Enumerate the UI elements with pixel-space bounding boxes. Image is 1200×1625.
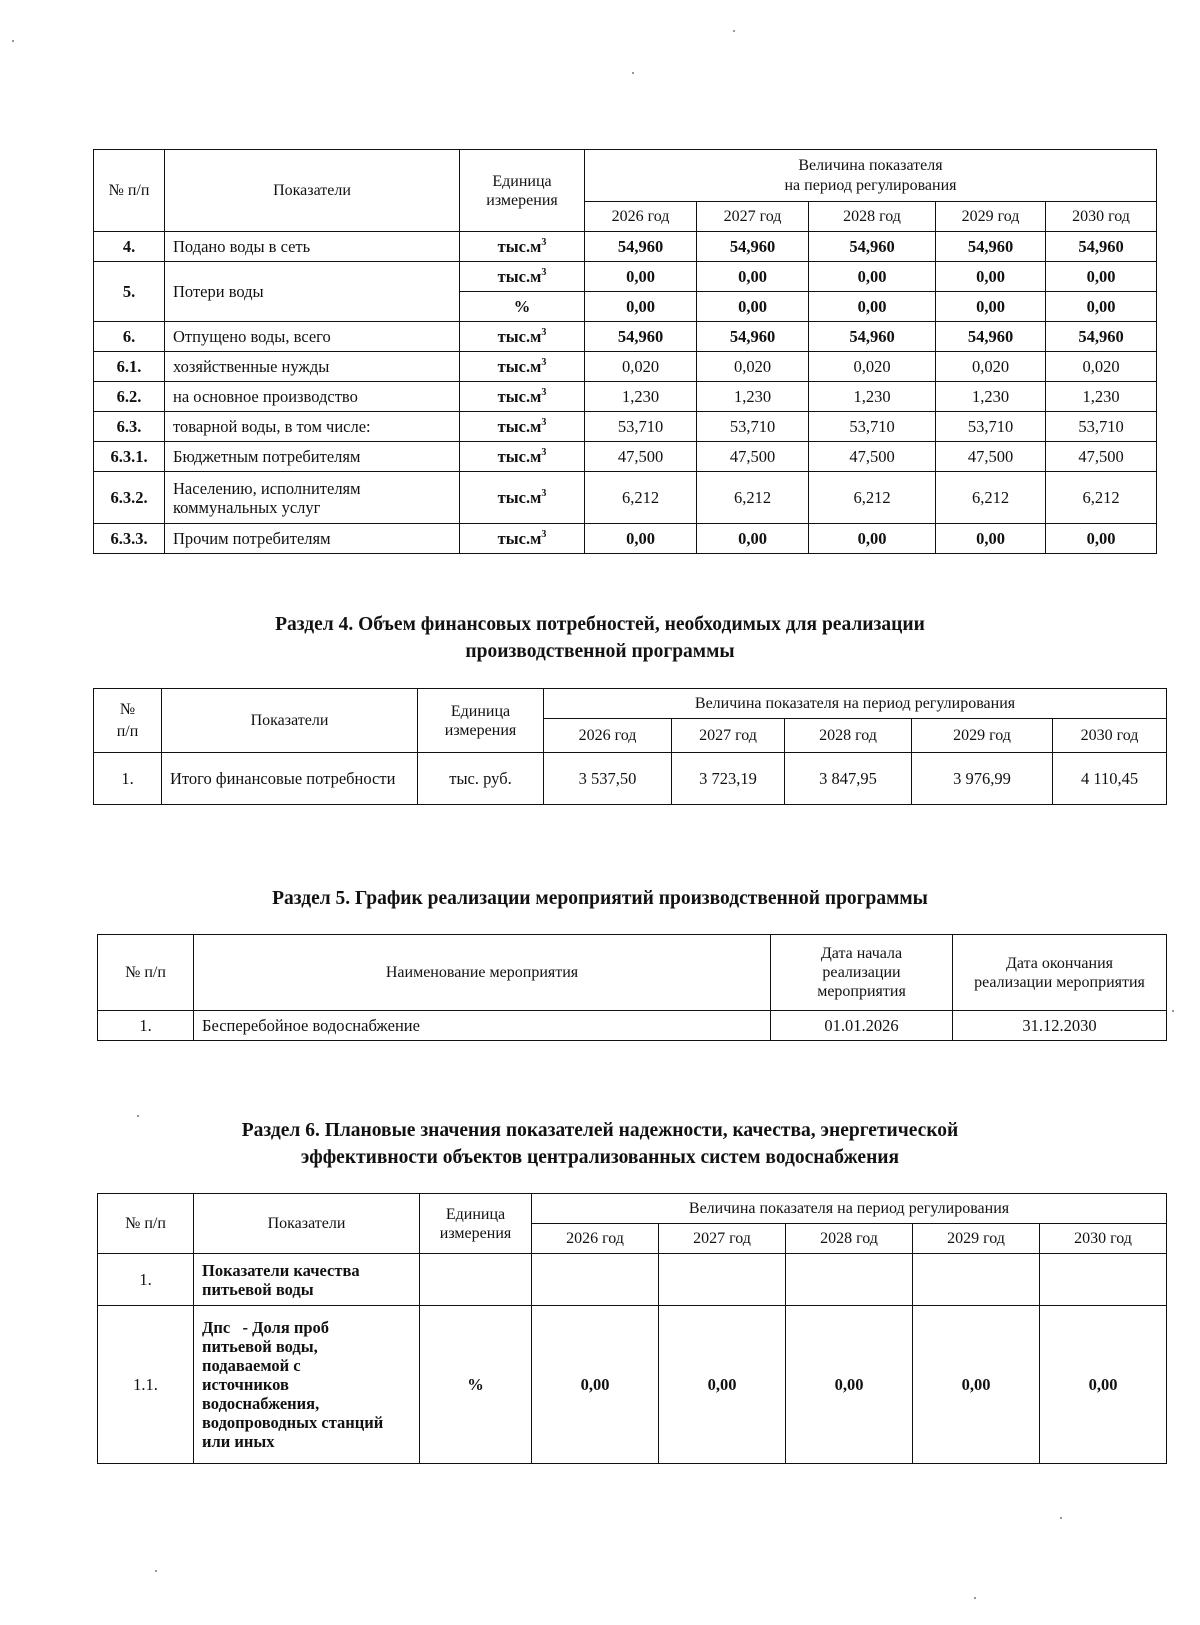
header-year: 2030 год bbox=[1053, 719, 1167, 753]
header-num: № п/п bbox=[98, 935, 194, 1011]
row-num: 4. bbox=[94, 232, 165, 262]
row-value: 0,00 bbox=[585, 292, 697, 322]
row-unit: $тыс.м^3$ bbox=[460, 262, 585, 292]
row-num: 6.3.3. bbox=[94, 524, 165, 554]
row-value: 0,00 bbox=[809, 292, 936, 322]
section6-title bbox=[0, 1117, 1200, 1171]
row-num: 1. bbox=[94, 753, 162, 805]
header-year: 2028 год bbox=[785, 719, 912, 753]
section4-title bbox=[0, 611, 1200, 665]
row-value: 0,00 bbox=[659, 1306, 786, 1464]
row-value: 47,500 bbox=[1046, 442, 1157, 472]
row-value: 0,00 bbox=[1046, 524, 1157, 554]
row-value: 6,212 bbox=[936, 472, 1046, 524]
row-value: 0,00 bbox=[532, 1306, 659, 1464]
table-row bbox=[98, 1306, 1167, 1464]
scan-speck bbox=[733, 30, 735, 32]
header-value-group: Величина показателя на период регулирования bbox=[544, 689, 1167, 719]
scan-speck bbox=[12, 40, 14, 42]
scan-speck bbox=[1172, 1010, 1174, 1012]
table-row bbox=[94, 232, 1157, 262]
row-name: Отпущено воды, всего bbox=[165, 322, 460, 352]
row-value: 54,960 bbox=[585, 322, 697, 352]
header-year: 2026 год bbox=[585, 202, 697, 232]
header-year: 2026 год bbox=[532, 1224, 659, 1254]
row-unit: $тыс.м^3$ bbox=[460, 412, 585, 442]
scan-speck bbox=[632, 72, 634, 74]
table-row bbox=[98, 1011, 1167, 1041]
header-start-date: Дата начала реализации мероприятия bbox=[771, 935, 953, 1011]
row-value: 0,020 bbox=[585, 352, 697, 382]
row-value: 3 976,99 bbox=[912, 753, 1053, 805]
row-num: 6.3.1. bbox=[94, 442, 165, 472]
row-num: 6.2. bbox=[94, 382, 165, 412]
row-value: 0,00 bbox=[936, 262, 1046, 292]
row-name: хозяйственные нужды bbox=[165, 352, 460, 382]
row-value: 0,00 bbox=[936, 524, 1046, 554]
header-year: 2028 год bbox=[809, 202, 936, 232]
row-num: 6.3.2. bbox=[94, 472, 165, 524]
header-unit: Единица измерения bbox=[418, 689, 544, 753]
row-value: 53,710 bbox=[585, 412, 697, 442]
header-year: 2028 год bbox=[786, 1224, 913, 1254]
header-year: 2026 год bbox=[544, 719, 672, 753]
row-value: 1,230 bbox=[697, 382, 809, 412]
row-value: 0,00 bbox=[585, 262, 697, 292]
row-value: 54,960 bbox=[1046, 232, 1157, 262]
header-year: 2027 год bbox=[697, 202, 809, 232]
row-value: 47,500 bbox=[809, 442, 936, 472]
row-value: 1,230 bbox=[1046, 382, 1157, 412]
row-name: Дпс - Доля проб питьевой воды, подаваемой с источников водоснабжения, водопроводных станций или иных bbox=[194, 1306, 420, 1464]
header-year: 2027 год bbox=[659, 1224, 786, 1254]
table-row bbox=[94, 524, 1157, 554]
row-value: 54,960 bbox=[809, 322, 936, 352]
row-value: 54,960 bbox=[936, 232, 1046, 262]
row-name: Подано воды в сеть bbox=[165, 232, 460, 262]
row-name: Бюджетным потребителям bbox=[165, 442, 460, 472]
row-value: 54,960 bbox=[809, 232, 936, 262]
section5-title bbox=[0, 885, 1200, 912]
row-value: 54,960 bbox=[697, 232, 809, 262]
header-end-date: Дата окончания реализации мероприятия bbox=[953, 935, 1167, 1011]
row-value: 0,00 bbox=[697, 524, 809, 554]
header-num: № п/п bbox=[94, 150, 165, 232]
row-num: 5. bbox=[94, 262, 165, 322]
row-name: Бесперебойное водоснабжение bbox=[194, 1011, 771, 1041]
row-value: 6,212 bbox=[809, 472, 936, 524]
table-row bbox=[94, 472, 1157, 524]
row-value bbox=[1040, 1254, 1167, 1306]
row-value: 1,230 bbox=[809, 382, 936, 412]
row-value bbox=[786, 1254, 913, 1306]
row-unit: $тыс.м^3$ bbox=[460, 322, 585, 352]
row-value: 6,212 bbox=[1046, 472, 1157, 524]
row-value: 1,230 bbox=[936, 382, 1046, 412]
row-value: 0,00 bbox=[1046, 262, 1157, 292]
row-unit: $тыс.м^3$ bbox=[460, 352, 585, 382]
row-num: 6.1. bbox=[94, 352, 165, 382]
section4-title-line2: производственной программы bbox=[465, 641, 735, 662]
header-unit: Единица измерения bbox=[420, 1194, 532, 1254]
header-value-group bbox=[585, 150, 1157, 202]
row-name: на основное производство bbox=[165, 382, 460, 412]
row-name: Населению, исполнителям коммунальных услуг bbox=[165, 472, 460, 524]
row-value: 53,710 bbox=[936, 412, 1046, 442]
table-row bbox=[94, 382, 1157, 412]
table-row bbox=[94, 412, 1157, 442]
row-value bbox=[659, 1254, 786, 1306]
section6-title-line1: Раздел 6. Плановые значения показателей надежности, качества, энергетической bbox=[241, 1120, 959, 1141]
header-value-group: Величина показателя на период регулирования bbox=[532, 1194, 1167, 1224]
header-value-group-line2: на период регулирования bbox=[784, 176, 957, 194]
row-value: 47,500 bbox=[585, 442, 697, 472]
scan-speck bbox=[155, 1570, 157, 1572]
row-value: 0,00 bbox=[786, 1306, 913, 1464]
row-value: 47,500 bbox=[697, 442, 809, 472]
row-unit: $тыс.м^3$ bbox=[460, 472, 585, 524]
row-unit: $тыс.м^3$ bbox=[460, 382, 585, 412]
row-name: Итого финансовые потребности bbox=[162, 753, 418, 805]
table-row bbox=[94, 322, 1157, 352]
row-value: 0,00 bbox=[697, 262, 809, 292]
row-value: 0,020 bbox=[1046, 352, 1157, 382]
table-row bbox=[94, 753, 1167, 805]
row-name: Прочим потребителям bbox=[165, 524, 460, 554]
row-value: 54,960 bbox=[585, 232, 697, 262]
header-unit: Единица измерения bbox=[460, 150, 585, 232]
row-value bbox=[532, 1254, 659, 1306]
row-value: 4 110,45 bbox=[1053, 753, 1167, 805]
header-num: № п/п bbox=[94, 689, 162, 753]
financial-needs-table bbox=[93, 688, 1167, 805]
schedule-table bbox=[97, 934, 1167, 1041]
header-indicator: Показатели bbox=[165, 150, 460, 232]
header-name: Наименование мероприятия bbox=[194, 935, 771, 1011]
row-value: 54,960 bbox=[1046, 322, 1157, 352]
header-year: 2029 год bbox=[913, 1224, 1040, 1254]
production-indicators-table bbox=[93, 149, 1157, 554]
section5-title-text: Раздел 5. График реализации мероприятий производственной программы bbox=[272, 888, 928, 909]
row-value: 53,710 bbox=[1046, 412, 1157, 442]
header-value-group-line1: Величина показателя bbox=[798, 156, 943, 174]
header-indicator: Показатели bbox=[194, 1194, 420, 1254]
table-row bbox=[94, 352, 1157, 382]
row-unit: $тыс.м^3$ bbox=[460, 232, 585, 262]
row-value: 1,230 bbox=[585, 382, 697, 412]
row-value: 0,00 bbox=[809, 262, 936, 292]
row-value: 53,710 bbox=[697, 412, 809, 442]
header-indicator: Показатели bbox=[162, 689, 418, 753]
row-name: товарной воды, в том числе: bbox=[165, 412, 460, 442]
row-start-date: 01.01.2026 bbox=[771, 1011, 953, 1041]
section4-title-line1: Раздел 4. Объем финансовых потребностей, необходимых для реализации bbox=[275, 614, 925, 635]
row-name: Показатели качества питьевой воды bbox=[194, 1254, 420, 1306]
row-value: 0,00 bbox=[809, 524, 936, 554]
table-row bbox=[98, 1254, 1167, 1306]
header-num: № п/п bbox=[98, 1194, 194, 1254]
reliability-indicators-table bbox=[97, 1193, 1167, 1464]
row-value: 0,00 bbox=[697, 292, 809, 322]
header-year: 2030 год bbox=[1040, 1224, 1167, 1254]
row-unit: $тыс.м^3$ bbox=[460, 442, 585, 472]
row-value: 53,710 bbox=[809, 412, 936, 442]
row-value: 54,960 bbox=[697, 322, 809, 352]
row-unit: % bbox=[460, 292, 585, 322]
row-value: 3 847,95 bbox=[785, 753, 912, 805]
row-num: 6. bbox=[94, 322, 165, 352]
table-row bbox=[94, 262, 1157, 292]
row-value: 3 537,50 bbox=[544, 753, 672, 805]
row-unit: $тыс.м^3$ bbox=[460, 524, 585, 554]
header-year: 2029 год bbox=[912, 719, 1053, 753]
row-value: 0,020 bbox=[936, 352, 1046, 382]
row-unit: % bbox=[420, 1306, 532, 1464]
scan-speck bbox=[974, 1597, 976, 1599]
header-year: 2027 год bbox=[672, 719, 785, 753]
row-num: 1.1. bbox=[98, 1306, 194, 1464]
table-row bbox=[94, 442, 1157, 472]
row-value: 54,960 bbox=[936, 322, 1046, 352]
row-value: 6,212 bbox=[697, 472, 809, 524]
scan-speck bbox=[137, 1115, 139, 1117]
row-name: Потери воды bbox=[165, 262, 460, 322]
scan-speck bbox=[1060, 1517, 1062, 1519]
row-value bbox=[913, 1254, 1040, 1306]
row-num: 1. bbox=[98, 1254, 194, 1306]
row-unit: тыс. руб. bbox=[418, 753, 544, 805]
row-value: 0,020 bbox=[809, 352, 936, 382]
row-value: 6,212 bbox=[585, 472, 697, 524]
row-value: 0,020 bbox=[697, 352, 809, 382]
row-num: 1. bbox=[98, 1011, 194, 1041]
row-value: 0,00 bbox=[1046, 292, 1157, 322]
section6-title-line2: эффективности объектов централизованных систем водоснабжения bbox=[300, 1147, 900, 1168]
row-num: 6.3. bbox=[94, 412, 165, 442]
row-value: 0,00 bbox=[936, 292, 1046, 322]
row-value: 47,500 bbox=[936, 442, 1046, 472]
row-value: 0,00 bbox=[913, 1306, 1040, 1464]
row-end-date: 31.12.2030 bbox=[953, 1011, 1167, 1041]
row-unit bbox=[420, 1254, 532, 1306]
row-value: 0,00 bbox=[1040, 1306, 1167, 1464]
row-value: 0,00 bbox=[585, 524, 697, 554]
header-year: 2030 год bbox=[1046, 202, 1157, 232]
row-value: 3 723,19 bbox=[672, 753, 785, 805]
header-year: 2029 год bbox=[936, 202, 1046, 232]
